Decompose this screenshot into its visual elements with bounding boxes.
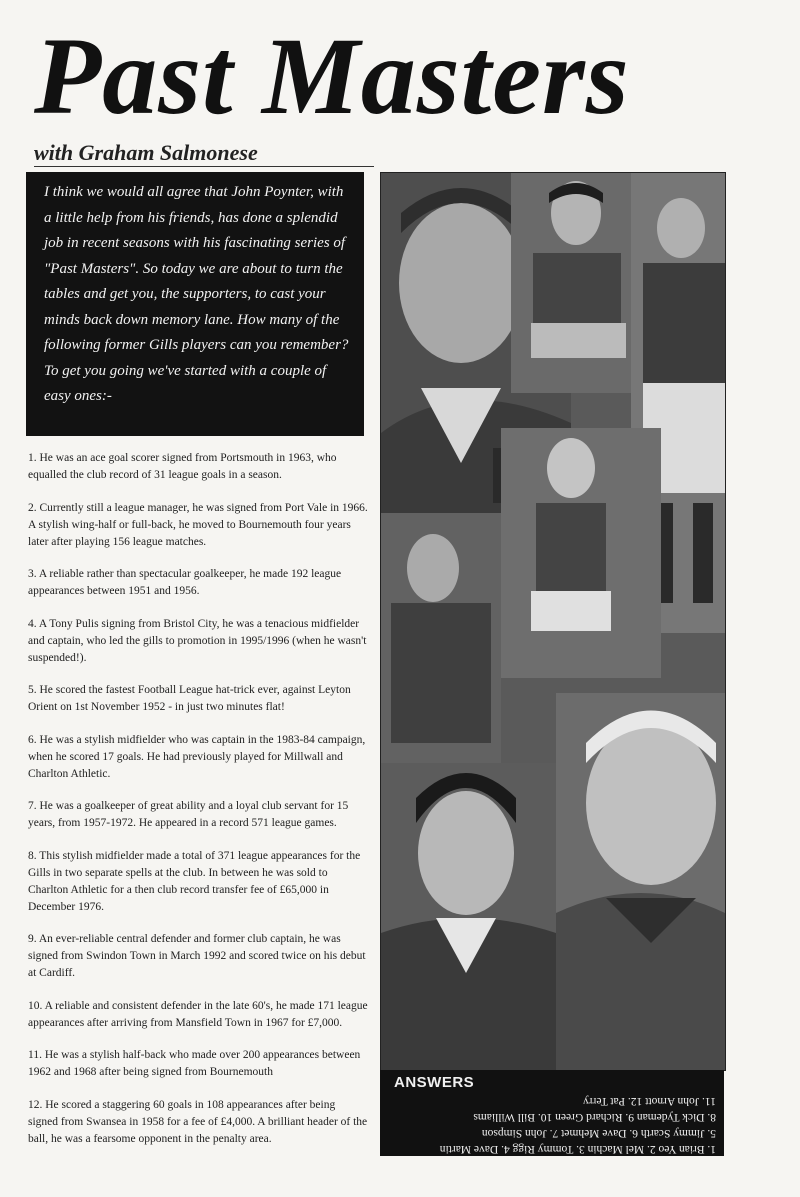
question-item: 7. He was a goalkeeper of great ability and a loyal club servant for 15 years, from 1957-1972. He appeared in a record 571 league games. [28,800,349,829]
byline: with Graham Salmonese [34,140,258,165]
question-item: 4. A Tony Pulis signing from Bristol City, he was a tenacious midfielder and captain, who led the gills to promotion in 1995/1996 (when he wasn't suspended!). [28,617,367,664]
answer-line: 5. Jimmy Scarth 6. Dave Mehmet 7. John Simpson [481,1127,716,1139]
player-photo-collage [380,172,726,1071]
question-item: 9. An ever-reliable central defender and former club captain, he was signed from Swindon Town in March 1992 and scored twice on his debut at Cardiff. [28,933,366,979]
answers-heading: ANSWERS [394,1074,475,1091]
question-item: 12. He scored a staggering 60 goals in 108 appearances after being signed from Swansea in 1958 for a fee of £4,000. A brilliant header of the ball, he was a fearsome opponent in the penalty area. [28,1098,368,1145]
player-photo [556,693,725,1070]
title-underline [34,166,374,167]
player-photo [511,173,631,393]
player-photo [501,428,661,678]
intro-box [26,172,364,436]
question-item: 8. This stylish midfielder made a total of 371 league appearances for the Gills in two separate spells at the club. In between he was sold to Charlton Athletic for a then club record transfer fee of £65,000 in December 1976. [28,849,361,913]
question-list [28,450,368,1163]
answer-line: 1. Brian Yeo 2. Mel Machin 3. Tommy Rigg 4. Dave Martin [439,1143,716,1155]
question-item: 1. He was an ace goal scorer signed from Portsmouth in 1963, who equalled the club record of 31 league goals in a season. [28,452,337,481]
question-item: 3. A reliable rather than spectacular goalkeeper, he made 192 league appearances between 1951 and 1956. [28,568,342,597]
question-item: 11. He was a stylish half-back who made over 200 appearances between 1962 and 1968 after being signed from Bournemouth [28,1049,361,1078]
collage-image [381,173,725,1070]
intro-text: I think we would all agree that John Poynter, with a little help from his friends, has done a splendid job in recent seasons with his fascinating series of "Past Masters". So today we are about to turn the tables and get you, the supporters, to cast your minds back down memory lane. How many of the following former Gills players can you remember? To get you going we've started with a couple of easy ones:- [44,184,349,404]
question-item: 5. He scored the fastest Football League hat-trick ever, against Leyton Orient on 1st November 1952 - in just two minutes flat! [28,684,351,713]
answer-line: 11. John Arnott 12. Pat Terry [582,1095,716,1107]
question-item: 2. Currently still a league manager, he was signed from Port Vale in 1966. A stylish wing-half or full-back, he moved to Bournemouth four years later after playing 156 league matches. [28,501,368,548]
question-item: 10. A reliable and consistent defender in the late 60's, he made 171 league appearances after arriving from Mansfield Town in 1967 for £7,000. [28,999,368,1029]
player-photo [381,763,556,1070]
answers-upside-down [394,1093,716,1157]
answer-line: 8. Dick Tydeman 9. Richard Green 10. Bill Williams [473,1111,716,1123]
page-title: Past Masters [34,15,630,137]
question-item: 6. He was a stylish midfielder who was captain in the 1983-84 campaign, when he scored 17 goals. He had previously played for Millwall and Charlton Athletic. [28,733,366,780]
answers-box [380,1070,724,1156]
player-photo [381,513,501,773]
